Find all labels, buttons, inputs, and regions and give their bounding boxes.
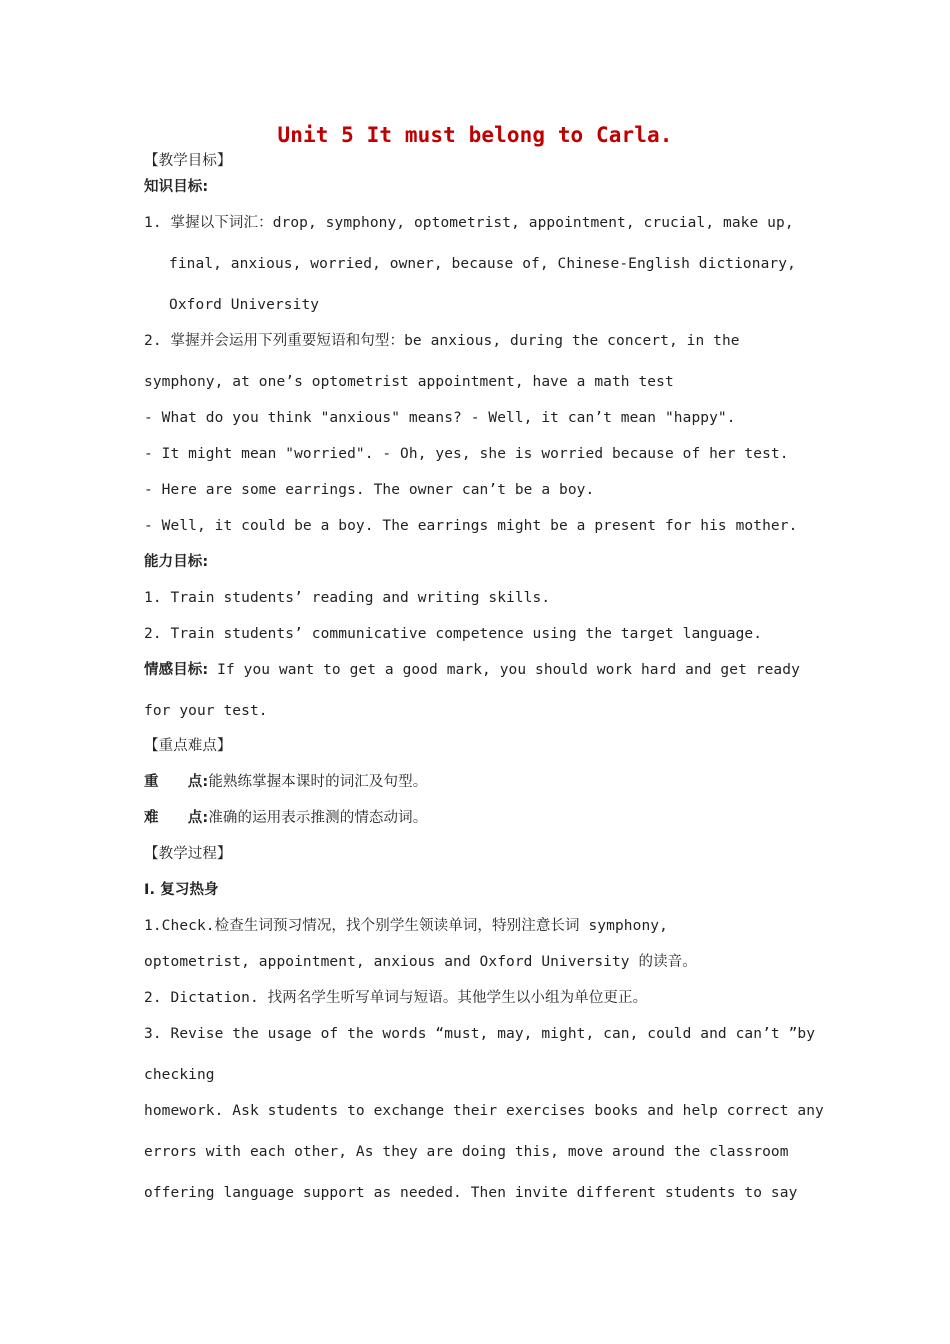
key-text: 能熟练掌握本课时的词汇及句型。: [208, 774, 428, 790]
text-line: 2. 掌握并会运用下列重要短语和句型：be anxious, during the concert, in the: [144, 333, 740, 349]
subheading-ability: 能力目标:: [144, 554, 209, 570]
subheading-emotion: 情感目标:: [144, 662, 209, 678]
text-line-difficult: [144, 808, 806, 828]
text-line: 2. Dictation. 找两名学生听写单词与短语。其他学生以小组为单位更正。: [144, 990, 648, 1006]
text-line: final, anxious, worried, owner, because of, Chinese-English dictionary,: [169, 256, 796, 272]
text-line: 1.Check.检查生词预习情况，找个别学生领读单词，特别注意长词 symphony,: [144, 918, 668, 934]
subheading-knowledge: 知识目标:: [144, 179, 209, 195]
text-line: - It might mean "worried". - Oh, yes, she is worried because of her test.: [144, 446, 789, 462]
text-line-emotion: [144, 660, 806, 680]
difficult-text: 准确的运用表示推测的情态动词。: [208, 810, 428, 826]
text-line: - Well, it could be a boy. The earrings might be a present for his mother.: [144, 518, 798, 534]
text-line: errors with each other, As they are doing this, move around the classroom: [144, 1144, 789, 1160]
section-heading-process: 【教学过程】: [144, 846, 232, 862]
text-line: 2. Train students’ communicative competence using the target language.: [144, 626, 763, 642]
text-line: optometrist, appointment, anxious and Oxford University 的读音。: [144, 954, 697, 970]
text-line: offering language support as needed. Then invite different students to say: [144, 1185, 798, 1201]
text-line: for your test.: [144, 703, 268, 719]
section-heading-objectives: 【教学目标】: [144, 153, 232, 169]
label-key: 重 点:: [144, 774, 209, 790]
text-line: 1. Train students’ reading and writing skills.: [144, 590, 551, 606]
subheading-review: I. 复习热身: [144, 882, 219, 898]
text-line: - What do you think "anxious" means? - Well, it can’t mean "happy".: [144, 410, 736, 426]
page-title: Unit 5 It must belong to Carla.: [277, 123, 673, 147]
text-line: Oxford University: [169, 297, 320, 313]
label-difficult: 难 点:: [144, 810, 209, 826]
text-line: - Here are some earrings. The owner can’t be a boy.: [144, 482, 595, 498]
text-line: 3. Revise the usage of the words “must, may, might, can, could and can’t ”by: [144, 1026, 816, 1042]
text-line: symphony, at one’s optometrist appointment, have a math test: [144, 374, 674, 390]
text-line: homework. Ask students to exchange their exercises books and help correct any: [144, 1103, 824, 1119]
emotion-text: If you want to get a good mark, you should work hard and get ready: [208, 662, 800, 678]
text-line-key: [144, 772, 806, 792]
section-heading-key-points: 【重点难点】: [144, 738, 232, 754]
text-line: 1. 掌握以下词汇：drop, symphony, optometrist, appointment, crucial, make up,: [144, 215, 794, 231]
text-line: checking: [144, 1067, 215, 1083]
